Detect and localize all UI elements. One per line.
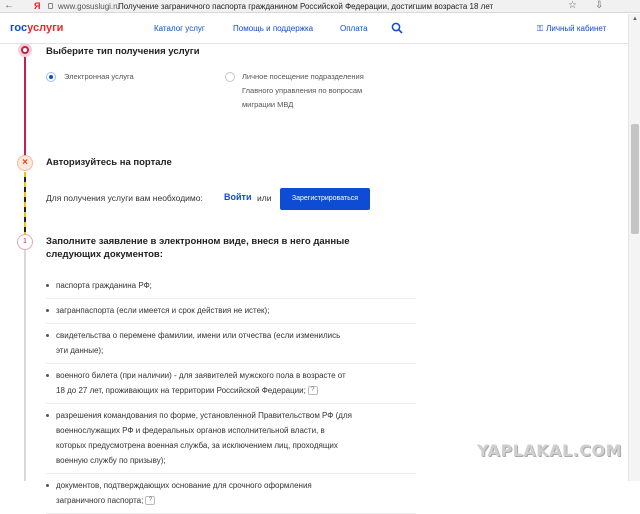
radio-personal-line: Личное посещение подразделения	[242, 72, 364, 81]
list-item-line: военного билета (при наличии) - для заявителей мужского пола в возрасте от	[56, 371, 346, 380]
step-active-marker	[18, 43, 32, 57]
key-icon: ⚿	[537, 24, 544, 33]
back-arrow-icon[interactable]: ←	[4, 0, 14, 11]
lock-icon	[48, 3, 53, 9]
timeline-line-pending	[24, 172, 26, 235]
list-item	[46, 364, 416, 404]
step2-heading: Авторизуйтесь на портале	[46, 157, 172, 168]
list-item-text: заграничного паспорта;	[56, 496, 144, 505]
logo-part-gos: гос	[10, 22, 28, 34]
list-item	[46, 474, 416, 514]
step-error-icon: ×	[17, 155, 33, 171]
list-item-line: военную службу по призыву);	[56, 456, 166, 465]
help-icon[interactable]: ?	[145, 496, 155, 505]
or-text: или	[257, 193, 272, 203]
nav-payment[interactable]: Оплата	[340, 24, 368, 33]
step-number-badge: 1	[17, 234, 33, 250]
search-icon[interactable]	[391, 22, 403, 34]
personal-cabinet-link[interactable]	[537, 24, 606, 34]
radio-electronic[interactable]	[46, 72, 56, 82]
step3-heading	[46, 235, 386, 261]
login-link[interactable]: Войти	[224, 192, 252, 202]
document-list	[46, 274, 416, 514]
list-item-line: свидетельства о перемене фамилии, имени или отчества (если изменились	[56, 331, 341, 340]
list-item-line: паспорта гражданина РФ;	[56, 281, 152, 290]
list-item-line: документов, подтверждающих основание для срочного оформления	[56, 481, 312, 490]
bookmark-star-icon[interactable]: ☆	[568, 0, 577, 11]
timeline-line-upcoming	[24, 248, 26, 481]
nav-catalog[interactable]: Каталог услуг	[154, 24, 205, 33]
list-item	[46, 324, 416, 364]
radio-personal-visit[interactable]	[225, 72, 235, 82]
list-item-line: военнослужащих РФ и федеральных органов исполнительной власти, в	[56, 426, 325, 435]
watermark: YAPLAKAL.COM	[477, 441, 623, 460]
browser-bar	[0, 0, 640, 13]
gosuslugi-logo[interactable]	[10, 22, 63, 34]
register-button[interactable]: Зарегистрироваться	[280, 188, 370, 210]
list-item-line	[56, 493, 416, 508]
download-icon[interactable]: ⇩	[595, 0, 604, 11]
list-item-line: эти данные);	[56, 346, 104, 355]
list-item-line: разрешения командования по форме, установленной Правительством РФ (для	[56, 411, 352, 420]
browser-logo-icon[interactable]: Я	[34, 1, 41, 11]
list-item-line: которых предусмотрена военная служба, за исключением лиц, проходящих	[56, 441, 338, 450]
step3-heading-line: Заполните заявление в электронном виде, внеся в него данные	[46, 236, 350, 247]
cabinet-label: Личный кабинет	[546, 24, 607, 33]
page-tab-title: Получение заграничного паспорта гражданином Российской Федерации, достигшим возраста 18 лет	[118, 2, 494, 11]
radio-electronic-label[interactable]: Электронная услуга	[64, 72, 134, 81]
help-icon[interactable]: ?	[308, 386, 318, 395]
auth-prompt: Для получения услуги вам необходимо:	[46, 193, 203, 203]
radio-personal-visit-label[interactable]	[242, 70, 364, 112]
list-item-text: 18 до 27 лет, проживающих на территории Российской Федерации;	[56, 386, 306, 395]
scrollbar-thumb[interactable]	[631, 124, 639, 234]
list-item	[46, 404, 416, 474]
site-header	[0, 14, 628, 44]
step3-heading-line: следующих документов:	[46, 249, 163, 260]
timeline-line-done	[24, 44, 26, 164]
radio-personal-line: Главного управления по вопросам	[242, 86, 363, 95]
address-bar-url[interactable]: www.gosuslugi.ru	[58, 2, 121, 11]
list-item	[46, 299, 416, 324]
list-item-line: загранпаспорта (если имеется и срок действия не истек);	[56, 306, 270, 315]
scroll-up-icon[interactable]: ▲	[632, 16, 638, 22]
logo-part-uslugi: услуги	[27, 22, 64, 34]
nav-help[interactable]: Помощь и поддержка	[233, 24, 314, 33]
step1-heading: Выберите тип получения услуги	[46, 46, 200, 57]
list-item	[46, 274, 416, 299]
page-scrollbar[interactable]	[628, 14, 640, 481]
list-item-line	[56, 383, 416, 398]
radio-personal-line: миграции МВД	[242, 100, 294, 109]
